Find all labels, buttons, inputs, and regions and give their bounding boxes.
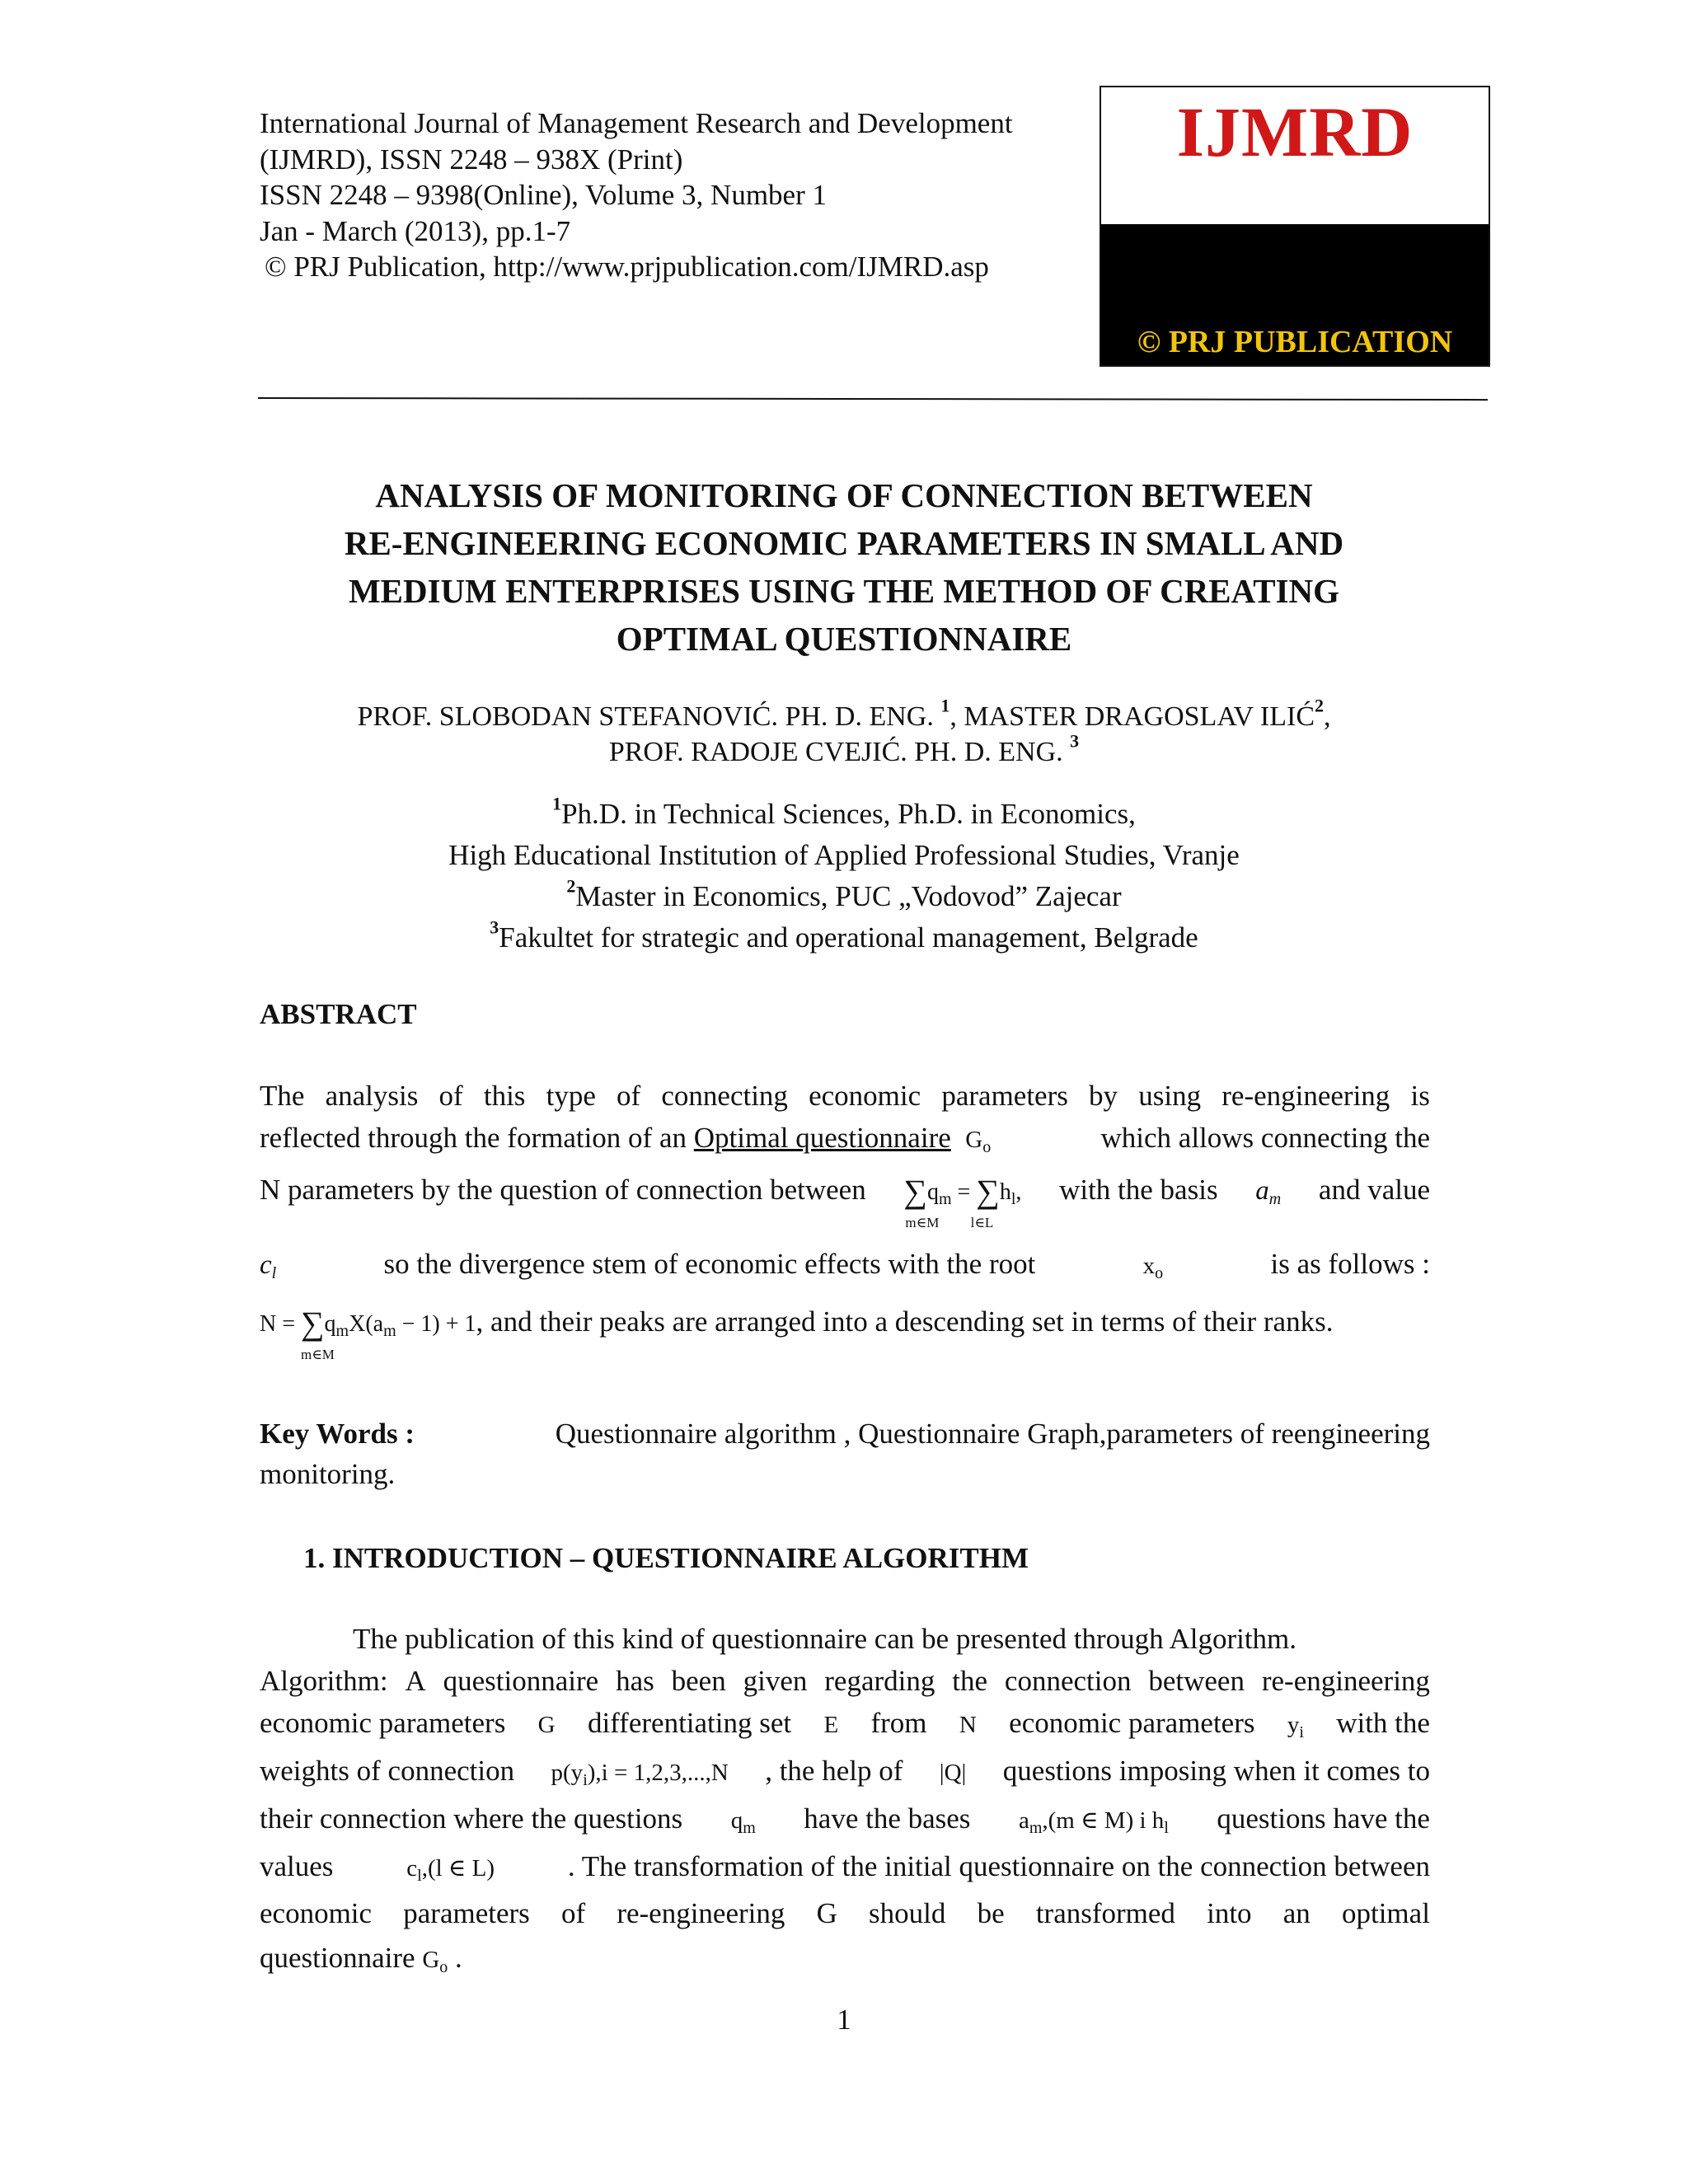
- abstract-line: [260, 1078, 1430, 1114]
- word: the: [952, 1665, 988, 1697]
- word: be: [977, 1897, 1005, 1929]
- journal-logo: [1100, 86, 1490, 367]
- word: parameters: [403, 1897, 530, 1929]
- abstract-line: $N = \sum q_mX(a_m - 1) + 1$ m∈M , and their peaks are arranged into a descending set in terms of their ranks.: [260, 1305, 1334, 1362]
- intro-line: [260, 1896, 1430, 1932]
- sum-equation: $\sum q_m = \sum h_l$, m∈M l∈L: [903, 1173, 1022, 1230]
- affiliation-3: $^3$Fakultet for strategic and operational management, Belgrade: [490, 916, 1198, 954]
- word: re-engineering: [617, 1897, 785, 1929]
- header-divider: [258, 397, 1488, 401]
- word: economic: [809, 1080, 921, 1112]
- word: of: [438, 1080, 463, 1112]
- word: The: [260, 1080, 305, 1112]
- word: been: [671, 1665, 726, 1697]
- keywords-text: Questionnaire algorithm , Questionnaire Graph,parameters of reengineering: [555, 1418, 1430, 1450]
- journal-line: ISSN 2248 – 9398(Online), Volume 3, Number 1: [260, 179, 827, 211]
- title-line: RE-ENGINEERING ECONOMIC PARAMETERS IN SMALL AND: [344, 524, 1344, 562]
- word: by: [1089, 1080, 1118, 1112]
- word: connecting: [661, 1080, 788, 1112]
- affiliation-1: $^1$Ph.D. in Technical Sciences, Ph.D. in Economics,: [552, 793, 1136, 830]
- journal-info: [260, 105, 1084, 285]
- word: into: [1207, 1897, 1252, 1929]
- word: an: [1282, 1897, 1311, 1929]
- word: of: [617, 1080, 641, 1112]
- intro-line: weights of connection $p(y_i),i = 1,2,3,...,N$ , the help of |Q| questions imposing when it comes to: [260, 1755, 1430, 1789]
- word: of: [560, 1897, 586, 1929]
- word: parameters: [941, 1080, 1068, 1112]
- word: type: [546, 1080, 596, 1112]
- intro-line: questionnaire $G_o$ .: [260, 1942, 462, 1976]
- word: using: [1138, 1080, 1202, 1112]
- intro-line: values $c_l,(l$ ∈ L) . The transformation of the initial questionnaire on the connection between: [260, 1850, 1430, 1885]
- intro-line: their connection where the questions $q_m$ have the bases $a_m,(m$ ∈ M) i $h_l$ questions have the: [260, 1802, 1430, 1837]
- journal-line: Jan - March (2013), pp.1-7: [260, 214, 571, 247]
- abstract-line: N parameters by the question of connection between $\sum q_m = \sum h_l$, m∈M l∈L with the basis $a_m$ and value: [260, 1173, 1430, 1230]
- optimal-questionnaire-term: Optimal questionnaire: [693, 1122, 951, 1154]
- authors: PROF. SLOBODAN STEFANOVIĆ. PH. D. ENG. $^1$, MASTER DRAGOSLAV ILIĆ$^2$, PROF. RADOJE CVEJIĆ. PH. D. ENG. $^3$: [357, 695, 1331, 767]
- keywords-line: monitoring.: [260, 1458, 396, 1490]
- word: re-engineering: [1261, 1665, 1430, 1697]
- word: re-engineering: [1221, 1080, 1390, 1112]
- word: should: [869, 1897, 946, 1929]
- word: has: [616, 1665, 654, 1697]
- word: economic: [260, 1897, 373, 1929]
- word: optimal: [1341, 1897, 1430, 1929]
- abstract-line: $c_l$ so the divergence stem of economic effects with the root $x_o$ is as follows :: [260, 1248, 1430, 1282]
- abstract-line: reflected through the formation of an Optimal questionnaire $G_o$ which allows connecting the: [260, 1122, 1430, 1156]
- word: G: [816, 1897, 837, 1929]
- title-line: MEDIUM ENTERPRISES USING THE METHOD OF CREATING: [348, 572, 1340, 610]
- logo-publisher: © PRJ PUBLICATION: [1137, 325, 1453, 359]
- word: analysis: [325, 1080, 419, 1112]
- word: this: [483, 1080, 526, 1112]
- intro-line: economic parameters G differentiating set E from N economic parameters $y_i$ with the: [260, 1707, 1430, 1741]
- affiliation-2: $^2$Master in Economics, PUC „Vodovod” Zajecar: [566, 875, 1122, 912]
- paper-title: [198, 471, 1490, 663]
- abstract-heading: ABSTRACT: [260, 998, 417, 1030]
- journal-line: (IJMRD), ISSN 2248 – 938X (Print): [260, 143, 683, 176]
- page-number: 1: [837, 2004, 851, 2036]
- title-line: ANALYSIS OF MONITORING OF CONNECTION BETWEEN: [375, 476, 1313, 514]
- word: given: [743, 1665, 808, 1697]
- word: connection: [1004, 1665, 1132, 1697]
- word: Algorithm:: [260, 1665, 388, 1697]
- keywords-line: [260, 1416, 1430, 1452]
- word: is: [1410, 1080, 1430, 1112]
- journal-line: © PRJ Publication, http://www.prjpublication.com/IJMRD.asp: [265, 251, 989, 283]
- word: transformed: [1035, 1897, 1175, 1929]
- keywords-label: Key Words :: [260, 1418, 415, 1450]
- intro-line: [260, 1663, 1430, 1699]
- logo-title: IJMRD: [1176, 92, 1414, 171]
- section-heading: 1. INTRODUCTION – QUESTIONNAIRE ALGORITHM: [303, 1542, 1029, 1574]
- journal-line: International Journal of Management Research and Development: [260, 107, 1013, 139]
- title-line: OPTIMAL QUESTIONNAIRE: [616, 620, 1072, 658]
- intro-line: The publication of this kind of questionnaire can be presented through Algorithm.: [353, 1623, 1297, 1655]
- word: A: [405, 1665, 426, 1697]
- affiliations: [198, 794, 1490, 958]
- n-equation: $N = \sum q_mX(a_m - 1) + 1$ m∈M: [260, 1305, 476, 1362]
- affiliation-1-cont: High Educational Institution of Applied Professional Studies, Vranje: [448, 839, 1240, 871]
- word: questionnaire: [443, 1665, 599, 1697]
- word: between: [1148, 1665, 1245, 1697]
- word: regarding: [824, 1665, 935, 1697]
